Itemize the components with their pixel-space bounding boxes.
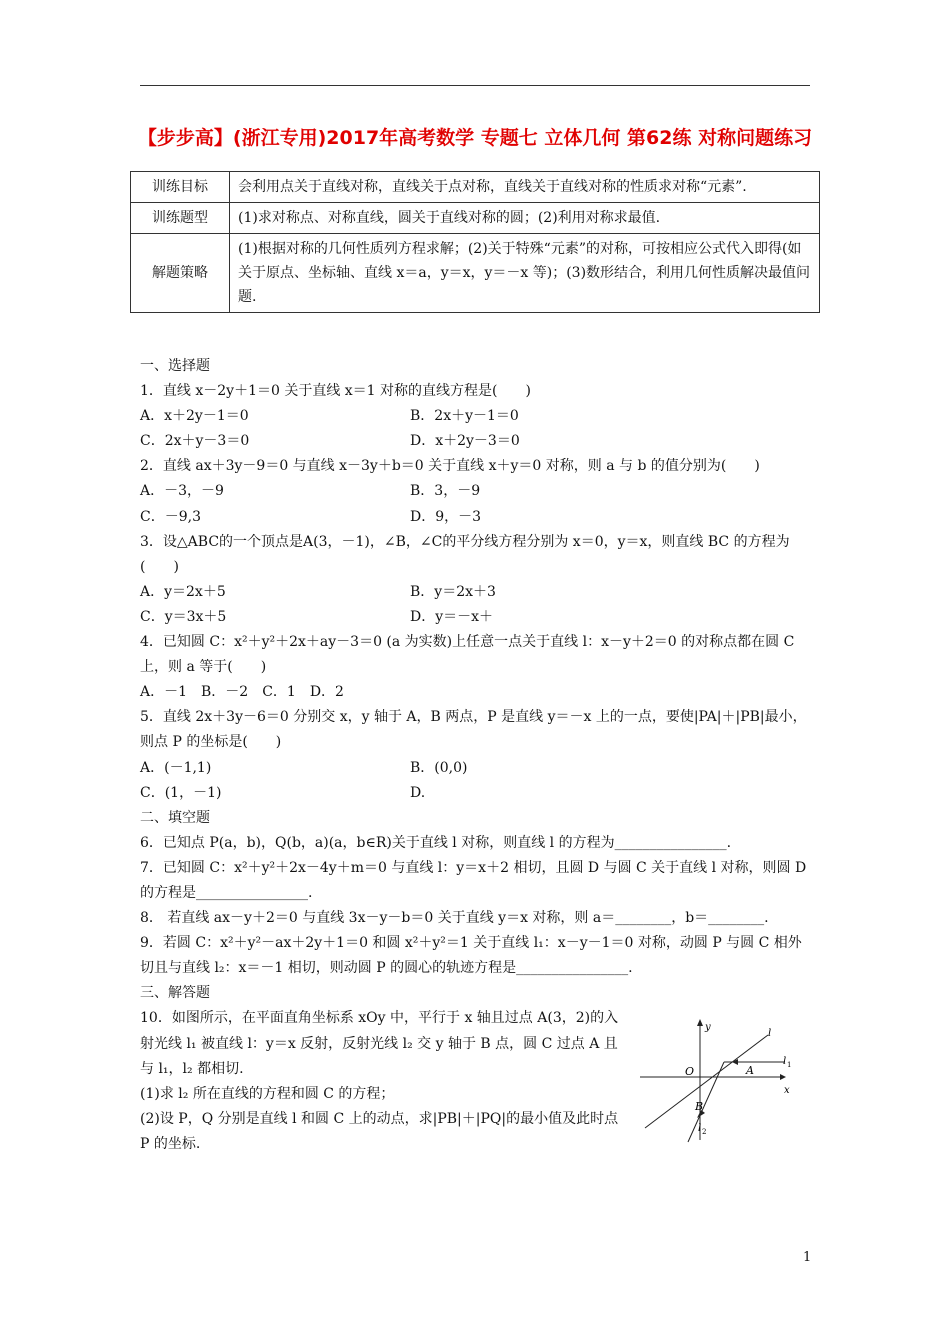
section-heading: 二、填空题 — [140, 809, 210, 826]
coordinate-figure — [640, 1018, 790, 1143]
question-10-text — [140, 1006, 625, 1157]
option-b: B．2x＋y－1＝0 — [410, 408, 519, 425]
option-c: C．2x＋y－3＝0 — [140, 433, 250, 450]
question-2: 2．直线 ax＋3y－9＝0 与直线 x－3y＋b＝0 关于直线 x＋y＝0 对称，则 a 与 b 的值分别为( ) — [140, 458, 760, 475]
question-10-part-1: (1)求 l₂ 所在直线的方程和圆 C 的方程； — [140, 1085, 395, 1102]
x-label: x — [784, 1085, 790, 1097]
option-d: D．9，－3 — [410, 508, 482, 525]
line-l1-label: l — [783, 1056, 787, 1068]
point-b-label: B — [695, 1100, 704, 1114]
options-row — [140, 781, 815, 806]
table-row — [131, 234, 820, 313]
options-row: A．－1 B．－2 C．1 D．2 — [140, 684, 344, 701]
option-c: C．－9,3 — [140, 508, 201, 525]
option-b: B．(0,0) — [410, 759, 468, 776]
table-content: (1)根据对称的几何性质列方程求解；(2)关于特殊“元素”的对称，可按相应公式代入即得(如关于原点、坐标轴、直线 x＝a，y＝x，y＝－x 等)；(3)数形结合，利用几何性质解决最值问题. — [230, 234, 820, 313]
table-label: 训练目标 — [131, 172, 230, 203]
options-row — [140, 605, 815, 630]
table-label: 解题策略 — [131, 234, 230, 313]
question-8: 8． 若直线 ax－y＋2＝0 与直线 3x－y－b＝0 关于直线 y＝x 对称，则 a＝________，b＝________. — [140, 910, 769, 927]
page-number: 1 — [803, 1250, 812, 1265]
table-content: 会利用点关于直线对称，直线关于点对称，直线关于直线对称的性质求对称“元素”. — [230, 172, 820, 203]
option-d: D．y＝－x＋ — [410, 608, 494, 625]
option-b: B．y＝2x＋3 — [410, 583, 496, 600]
question-3: 3．设△ABC的一个顶点是A(3，－1)，∠B，∠C的平分线方程分别为 x＝0，y＝x，则直线 BC 的方程为( ) — [140, 533, 790, 575]
option-c: C．(1，－1) — [140, 784, 222, 801]
options-row — [140, 505, 815, 530]
option-a: A．y＝2x＋5 — [140, 583, 226, 600]
table-row — [131, 172, 820, 203]
line-l2-label: l — [698, 1123, 702, 1135]
question-7: 7．已知圆 C：x²＋y²＋2x－4y＋m＝0 与直线 l：y＝x＋2 相切，且圆 D 与圆 C 关于直线 l 对称，则圆 D 的方程是________________. — [140, 859, 807, 901]
line-l — [645, 1035, 768, 1128]
option-d: D．x＋2y－3＝0 — [410, 433, 520, 450]
question-9: 9．若圆 C：x²＋y²－ax＋2y＋1＝0 和圆 x²＋y²＝1 关于直线 l₁：x－y－1＝0 对称，动圆 P 与圆 C 相外切且与直线 l₂：x＝－1 相切，则动圆 P 的圆心的轨迹方程是________________. — [140, 935, 802, 977]
options-row — [140, 429, 815, 454]
line-l2-subscript: 2 — [702, 1128, 707, 1137]
question-10-part-2: (2)设 P，Q 分别是直线 l 和圆 C 上的动点，求|PB|＋|PQ|的最小值及此时点 P 的坐标. — [140, 1110, 619, 1152]
table-row — [131, 203, 820, 234]
training-table — [130, 171, 820, 313]
option-c: C．y＝3x＋5 — [140, 608, 227, 625]
options-row — [140, 479, 815, 504]
exercise-body — [140, 354, 815, 1157]
options-row — [140, 756, 815, 781]
top-rule — [140, 85, 810, 86]
point-a-label: A — [746, 1064, 754, 1078]
option-a: A．－3，－9 — [140, 483, 224, 500]
line-l1-subscript: 1 — [787, 1061, 792, 1070]
x-axis-arrow — [780, 1074, 786, 1080]
page-title: 【步步高】(浙江专用)2017年高考数学 专题七 立体几何 第62练 对称问题练习 — [137, 127, 813, 149]
y-label: y — [705, 1022, 711, 1034]
option-b: B．3，－9 — [410, 483, 481, 500]
question-5: 5．直线 2x＋3y－6＝0 分别交 x，y 轴于 A，B 两点，P 是直线 y＝－x 上的一点，要使|PA|＋|PB|最小，则点 P 的坐标是( ) — [140, 709, 807, 751]
table-label: 训练题型 — [131, 203, 230, 234]
section-heading: 三、解答题 — [140, 985, 210, 1002]
question-6: 6．已知点 P(a，b)，Q(b，a)(a，b∈R)关于直线 l 对称，则直线 l 的方程为________________. — [140, 834, 732, 851]
options-row — [140, 404, 815, 429]
line-l-label: l — [768, 1028, 772, 1040]
question-1: 1．直线 x－2y＋1＝0 关于直线 x＝1 对称的直线方程是( ) — [140, 383, 531, 400]
section-heading: 一、选择题 — [140, 358, 210, 374]
option-d: D. — [410, 784, 426, 801]
question-10: 10．如图所示，在平面直角坐标系 xOy 中，平行于 x 轴且过点 A(3，2)的入射光线 l₁ 被直线 l：y＝x 反射，反射光线 l₂ 交 y 轴于 B 点，圆 C 过点 A 且与 l₁，l₂ 都相切. — [140, 1010, 619, 1077]
option-a: A．(－1,1) — [140, 759, 212, 776]
question-10-block — [140, 1006, 815, 1157]
table-content: (1)求对称点、对称直线，圆关于直线对称的圆；(2)利用对称求最值. — [230, 203, 820, 234]
y-axis-arrow — [697, 1019, 703, 1026]
option-a: A．x＋2y－1＝0 — [140, 408, 249, 425]
options-row — [140, 580, 815, 605]
origin-label: O — [685, 1065, 695, 1079]
question-4: 4．已知圆 C：x²＋y²＋2x＋ay－3＝0 (a 为实数)上任意一点关于直线 l：x－y＋2＝0 的对称点都在圆 C 上，则 a 等于( ) — [140, 634, 795, 676]
